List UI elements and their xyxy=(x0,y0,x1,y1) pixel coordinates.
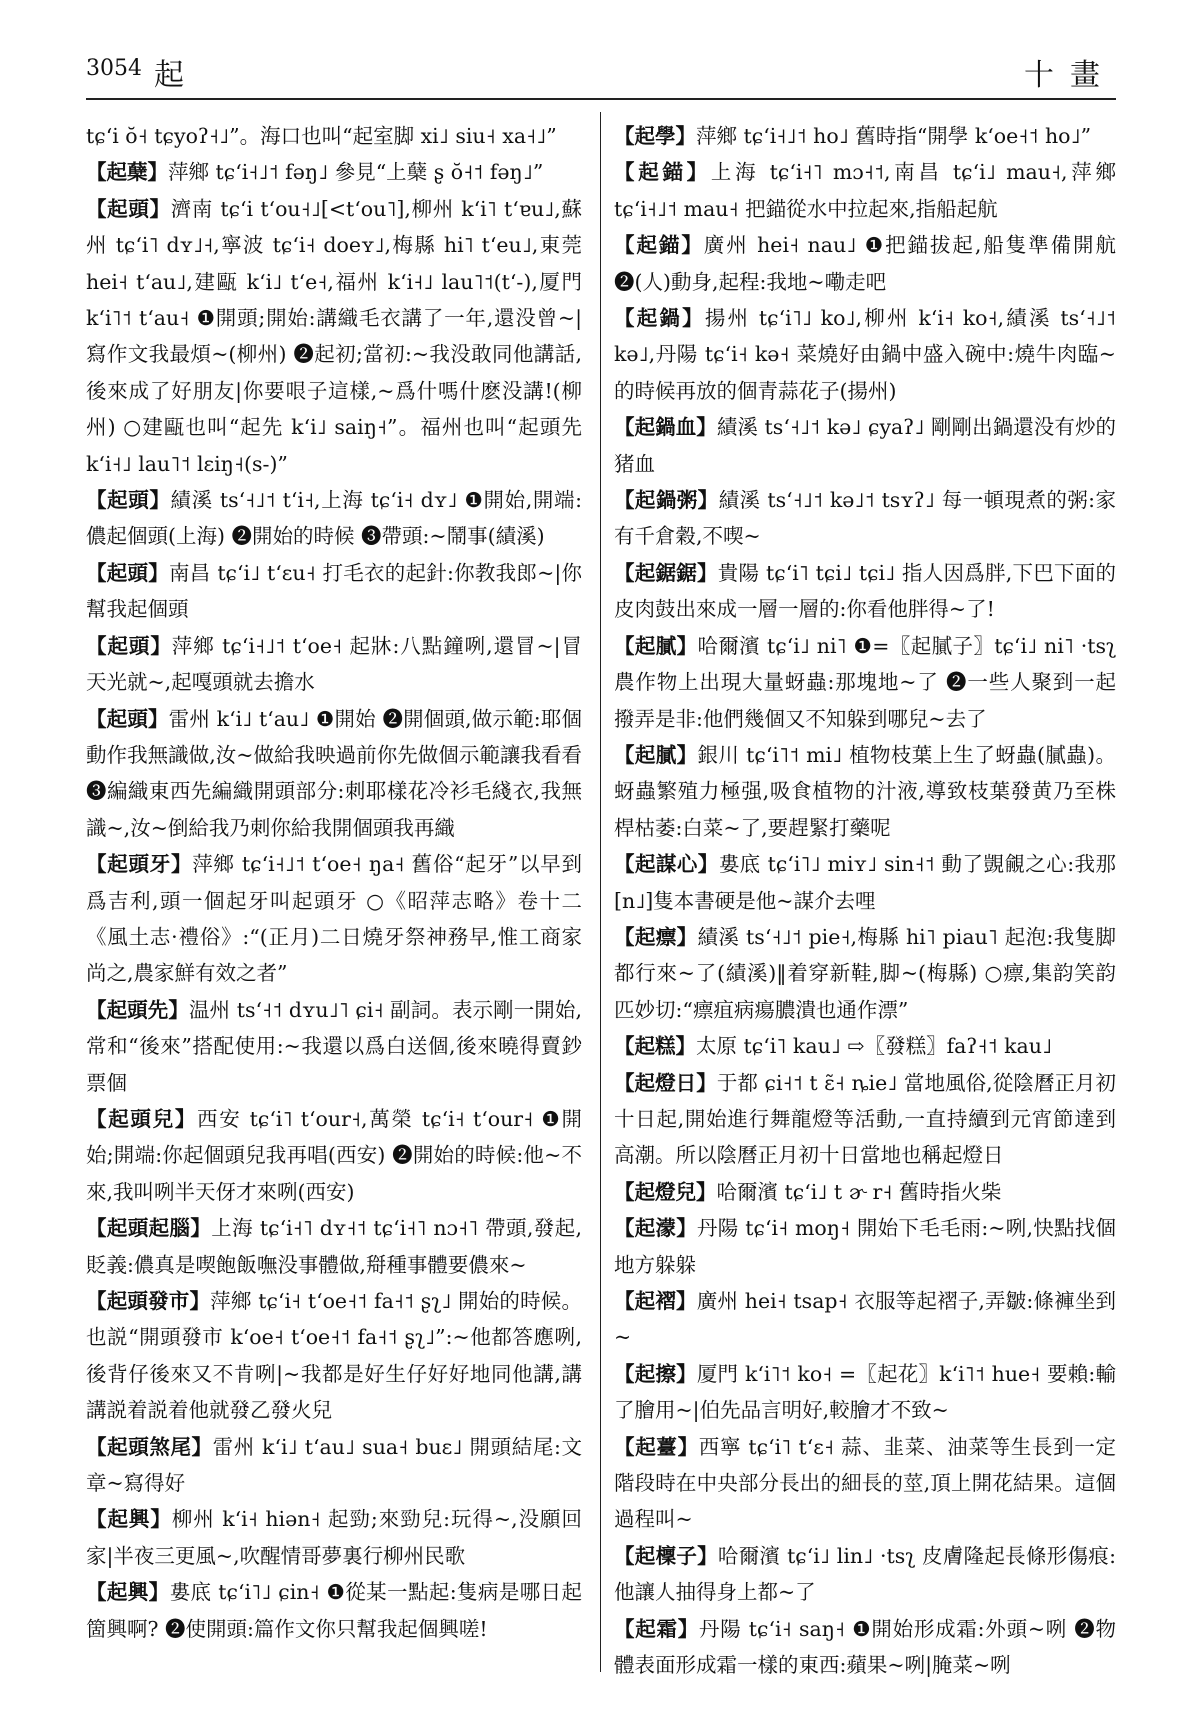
column-divider xyxy=(600,112,601,1672)
entry-headword: 【起鋸鋸】 xyxy=(614,560,718,585)
entry-headword: 【起膩】 xyxy=(614,742,698,767)
entry-text: 廣州 hei˧ nau˩ ❶把錨拔起,船隻準備開航 ❷(人)動身,起程:我地~嘞走吧 xyxy=(614,233,1116,294)
dictionary-entry xyxy=(86,1574,582,1647)
entry-text: 雷州 kʻi˩ tʻau˩ sua˧ buɛ˩ 開頭結尾:文章~寫得好 xyxy=(86,1434,582,1496)
entry-headword: 【起霜】 xyxy=(614,1616,700,1641)
entry-text: 雷州 kʻi˩ tʻau˩ ❶開始 ❷開個頭,做示範:耶個動作我無識做,汝~做給我映過前你先做個示範讓我看看 ❸編織東西先編織開頭部分:刺耶樣花冷衫毛綫衣,我無識~,汝~倒給我乃刺你給我開個頭我再織 xyxy=(86,706,583,840)
dictionary-entry xyxy=(86,555,582,628)
dictionary-entry xyxy=(86,1101,582,1210)
entry-headword: 【起膩】 xyxy=(614,633,698,658)
dictionary-entry xyxy=(86,482,582,555)
dictionary-entry xyxy=(614,555,1116,628)
entry-headword: 【起糕】 xyxy=(614,1034,696,1059)
entry-headword: 【起興】 xyxy=(86,1580,170,1605)
entry-text: 婁底 tɕʻi˥˩ ɕin˧ ❶從某一點起:隻病是哪日起箇興啊? ❷使開頭:篇作文你只幫我起個興嗟! xyxy=(86,1580,583,1641)
entry-headword: 【起錨】 xyxy=(614,233,704,258)
entry-headword: 【起頭發市】 xyxy=(86,1289,211,1313)
right-column xyxy=(614,118,1116,1683)
entry-headword: 【起頭煞尾】 xyxy=(86,1434,213,1459)
dictionary-entry xyxy=(86,118,582,154)
dictionary-entry xyxy=(614,1174,1116,1210)
entry-text: 西寧 tɕʻi˥ tʻɛ˧ 蒜、韭菜、油菜等生長到一定階段時在中央部分長出的細長的莖,頂上開花結果。這個過程叫~ xyxy=(614,1434,1117,1532)
section-label: 十畫 xyxy=(1024,58,1116,93)
dictionary-entry xyxy=(614,1429,1116,1538)
entry-text: 太原 tɕʻi˥ kau˩ ⇨〖發糕〗faʔ˧˦ kau˩ xyxy=(696,1034,1053,1059)
entry-text: 績溪 tsʻ˧˩˦ tʻi˧,上海 tɕʻi˧ dʏ˩ ❶開始,開端:儂起個頭(上海) ❷開始的時候 ❸帶頭:~鬧事(績溪) xyxy=(86,488,582,549)
entry-text: 上海 tɕʻi˧˥ mɔ˧˦,南昌 tɕʻi˩ mau˧,萍鄉 tɕʻi˧˩˦ mau˧ 把錨從水中拉起來,指船起航 xyxy=(614,160,1117,221)
entry-headword: 【起檁子】 xyxy=(614,1543,718,1568)
entry-text: 萍鄉 tɕʻi˧˩˦ ho˩ 舊時指“開學 kʻoe˧˦ ho˩” xyxy=(696,124,1092,148)
dictionary-entry xyxy=(86,628,582,701)
entry-headword: 【起濛】 xyxy=(614,1216,698,1241)
entry-headword: 【起薹】 xyxy=(614,1434,699,1459)
entry-text: 績溪 tsʻ˧˩˦ pie˧,梅縣 hi˥ piau˥ 起泡:我隻脚都行來~了(績溪)‖着穿新鞋,脚~(梅縣) ○瘭,集韵笑韵匹妙切:“瘭疽病瘍膿潰也通作漂” xyxy=(614,924,1116,1022)
dictionary-entry xyxy=(614,919,1116,1028)
dictionary-entry xyxy=(86,1210,582,1283)
entry-text: 丹陽 tɕʻi˧ moŋ˧ 開始下毛毛雨:~咧,快點找個地方躲躲 xyxy=(614,1216,1117,1277)
entry-text: 績溪 tsʻ˧˩˦ kə˩˦ tsʏʔ˩ 每一頓現煮的粥:家有千倉穀,不喫~ xyxy=(614,488,1116,549)
dictionary-entry xyxy=(86,191,582,482)
entry-headword: 【起頭】 xyxy=(86,196,171,221)
page-number: 3054 xyxy=(86,56,142,81)
running-head-char: 起 xyxy=(154,58,184,93)
dictionary-entry xyxy=(86,154,582,190)
dictionary-entry xyxy=(614,1283,1116,1356)
entry-headword: 【起鍋粥】 xyxy=(614,488,719,513)
entry-text: 哈爾濱 tɕʻi˩ t ɚ r˧ 舊時指火柴 xyxy=(716,1179,1002,1204)
dictionary-entry xyxy=(614,846,1116,919)
entry-text: 温州 tsʻ˧˦ dʏu˩˥ ɕi˧ 副詞。表示剛一開始,常和“後來”搭配使用:~我還以爲白送個,後來曉得賣鈔票個 xyxy=(86,997,583,1095)
entry-headword: 【起興】 xyxy=(86,1507,172,1532)
dictionary-entry xyxy=(614,1611,1116,1684)
entry-text: 貴陽 tɕʻi˥ tɕi˩ tɕi˩ 指人因爲胖,下巴下面的皮肉鼓出來成一層一層的:你看他胖得~了! xyxy=(614,560,1116,622)
dictionary-entry xyxy=(86,1283,582,1429)
dictionary-entry xyxy=(614,1065,1116,1174)
entry-headword: 【起褶】 xyxy=(614,1289,697,1313)
dictionary-entry xyxy=(614,628,1116,737)
dictionary-entry xyxy=(86,1429,582,1502)
entry-text: 萍鄉 tɕʻi˧˩˦ fəŋ˩ 參見“上蘖 ʂ ŏ˧˦ fəŋ˩” xyxy=(168,160,544,185)
entry-text: 柳州 kʻi˧ hiən˧ 起勁;來勁兒:玩得~,没願回家|半夜三更風~,吹醒情哥夢裏行柳州民歌 xyxy=(86,1507,582,1568)
entry-headword: 【起錨】 xyxy=(614,160,711,185)
dictionary-entry xyxy=(614,409,1116,482)
dictionary-entry xyxy=(86,701,582,847)
entry-headword: 【起頭】 xyxy=(86,488,171,513)
entry-text: 南昌 tɕʻi˩ tʻɛu˧ 打毛衣的起針:你教我郎~|你幫我起個頭 xyxy=(86,560,582,622)
dictionary-entry xyxy=(614,1356,1116,1429)
entry-text: 厦門 kʻi˥˦ ko˧ =〖起花〗kʻi˥˦ hue˧ 要賴:輸了膾用~|伯先品言明好,較膾才不致~ xyxy=(614,1361,1117,1423)
entry-text: 揚州 tɕʻi˥˩ ko˩,柳州 kʻi˧ ko˧,績溪 tsʻ˧˩˦ kə˩,丹陽 tɕʻi˧ kə˧ 菜燒好由鍋中盛入碗中:燒牛肉臨~的時候再放的個青蒜花子(揚州) xyxy=(614,306,1117,403)
dictionary-entry xyxy=(614,737,1116,846)
entry-headword: 【起燈日】 xyxy=(614,1070,717,1095)
entry-text: 濟南 tɕʻi tʻou˧˩[<tʻou˥],柳州 kʻi˥ tʻɐu˩,蘇州 tɕʻi˥ dʏ˩˧,寧波 tɕʻi˧ doeʏ˩,梅縣 hi˥ tʻeu˩,東莞 hei˧ tʻau˩,建甌 kʻi˩ tʻe˧,福州 kʻi˧˩ lau˥˦(tʻ-),厦門 kʻi˥˦ tʻau˧ ❶開頭;開始:講織毛衣講了一年,還没曾~|寫作文我最煩~(柳州) ❷起初;當初:~我没敢同他講話,後來成了好朋友|你要哏子這樣,~爲什嗎什麽没講!(柳州) ○建甌也叫“起先 kʻi˩ saiŋ˧”。福州也叫“起頭先 kʻi˧˩ lau˥˦ lɛiŋ˧(s-)” xyxy=(86,196,582,476)
page-header xyxy=(86,56,1116,98)
dictionary-entry xyxy=(86,992,582,1101)
entry-headword: 【起頭兒】 xyxy=(86,1106,198,1131)
entry-headword: 【起鍋血】 xyxy=(614,415,717,440)
entry-headword: 【起謀心】 xyxy=(614,852,719,877)
entry-text: 于都 ɕi˧˦ t ɛ̃˧ ȵie˩ 當地風俗,從陰曆正月初十日起,開始進行舞龍燈等活動,一直持續到元宵節達到高潮。所以陰曆正月初十日當地也稱起燈日 xyxy=(614,1070,1117,1168)
entry-text: 哈爾濱 tɕʻi˩ lin˩ ·tsʅ 皮膚隆起長條形傷痕:他讓人抽得身上都~了 xyxy=(614,1543,1116,1605)
entry-headword: 【起頭牙】 xyxy=(86,852,193,877)
entry-headword: 【起擦】 xyxy=(614,1361,697,1386)
dictionary-entry xyxy=(614,118,1116,154)
entry-text: 丹陽 tɕʻi˧ saŋ˧ ❶開始形成霜:外頭~咧 ❷物體表面形成霜一樣的東西:蘋果~咧|腌菜~咧 xyxy=(614,1616,1117,1678)
entry-headword: 【起蘖】 xyxy=(86,160,168,185)
entry-headword: 【起頭先】 xyxy=(86,997,189,1022)
entry-text: 廣州 hei˧ tsap˧ 衣服等起褶子,弄皺:條褲坐到~ xyxy=(614,1289,1117,1350)
dictionary-entry xyxy=(614,482,1116,555)
left-column xyxy=(86,118,582,1647)
entry-headword: 【起頭起腦】 xyxy=(86,1216,212,1241)
entry-text: 西安 tɕʻi˥ tʻour˧,萬榮 tɕʻi˧ tʻour˧ ❶開始;開端:你起個頭兒我再唱(西安) ❷開始的時候:他~不來,我叫咧半天伢才來咧(西安) xyxy=(86,1106,582,1204)
entry-text: 績溪 tsʻ˧˩˦ kə˩ ɕyaʔ˩ 剛剛出鍋還没有炒的猪血 xyxy=(614,415,1117,476)
entry-headword: 【起鍋】 xyxy=(614,306,705,331)
entry-text: 萍鄉 tɕʻi˧˩˦ tʻoe˧ 起牀:八點鐘咧,還冒~|冒天光就~,起嘎頭就去擔水 xyxy=(86,633,582,695)
header-rule xyxy=(86,98,1116,100)
entry-text: 銀川 tɕʻi˥˦ mi˩ 植物枝葉上生了蚜蟲(膩蟲)。蚜蟲繁殖力極强,吸食植物的汁液,導致枝葉發黄乃至株桿枯萎:白菜~了,要趕緊打藥呢 xyxy=(614,742,1116,840)
entry-text: 萍鄉 tɕʻi˧˩˦ tʻoe˧ ŋa˧ 舊俗“起牙”以早到爲吉利,頭一個起牙叫起頭牙 ○《昭萍志略》卷十二《風土志·禮俗》:“(正月)二日燒牙祭神務早,惟工商家尚之,農家鮮有效之者” xyxy=(86,852,583,986)
entry-headword: 【起瘭】 xyxy=(614,924,698,949)
dictionary-entry xyxy=(614,1028,1116,1064)
dictionary-entry xyxy=(614,227,1116,300)
entry-headword: 【起學】 xyxy=(614,124,696,148)
entry-text: 上海 tɕʻi˧˥ dʏ˧˦ tɕʻi˧˥ nɔ˧˥ 帶頭,發起,貶義:儂真是喫飽飯嘸没事體做,搿種事體要儂來~ xyxy=(86,1216,582,1277)
dictionary-entry xyxy=(614,300,1116,409)
dictionary-entry xyxy=(614,1210,1116,1283)
entry-headword: 【起頭】 xyxy=(86,633,172,658)
dictionary-entry xyxy=(86,1501,582,1574)
dictionary-entry xyxy=(614,1538,1116,1611)
entry-headword: 【起頭】 xyxy=(86,706,169,731)
entry-headword: 【起燈兒】 xyxy=(614,1179,717,1204)
entry-text: 婁底 tɕʻi˥˩ miʏ˩ sin˧˦ 動了覬覦之心:我那[n˩]隻本書硬是他~謀介去哩 xyxy=(614,852,1116,913)
entry-headword: 【起頭】 xyxy=(86,560,170,585)
entry-text: tɕʻi ŏ˧ tɕyoʔ˧˩”。海口也叫“起室脚 xi˩ siu˧ xa˧˩” xyxy=(86,124,557,148)
entry-text: 哈爾濱 tɕʻi˩ ni˥ ❶=〖起膩子〗tɕʻi˩ ni˥ ·tsʅ 農作物上出現大量蚜蟲:那塊地~了 ❷一些人聚到一起撥弄是非:他們幾個又不知躲到哪兒~去了 xyxy=(614,633,1117,731)
dictionary-entry xyxy=(86,846,582,992)
entry-text: 萍鄉 tɕʻi˧ tʻoe˧˦ fa˧˦ ʂʅ˩ 開始的時候。也説“開頭發市 kʻoe˧ tʻoe˧˦ fa˧˦ ʂʅ˩”:~他都答應咧,後背仔後來又不肯咧|~我都是好生仔好好地同他講,講講説着説着他就發乙發火兒 xyxy=(86,1289,582,1423)
dictionary-entry xyxy=(614,154,1116,227)
